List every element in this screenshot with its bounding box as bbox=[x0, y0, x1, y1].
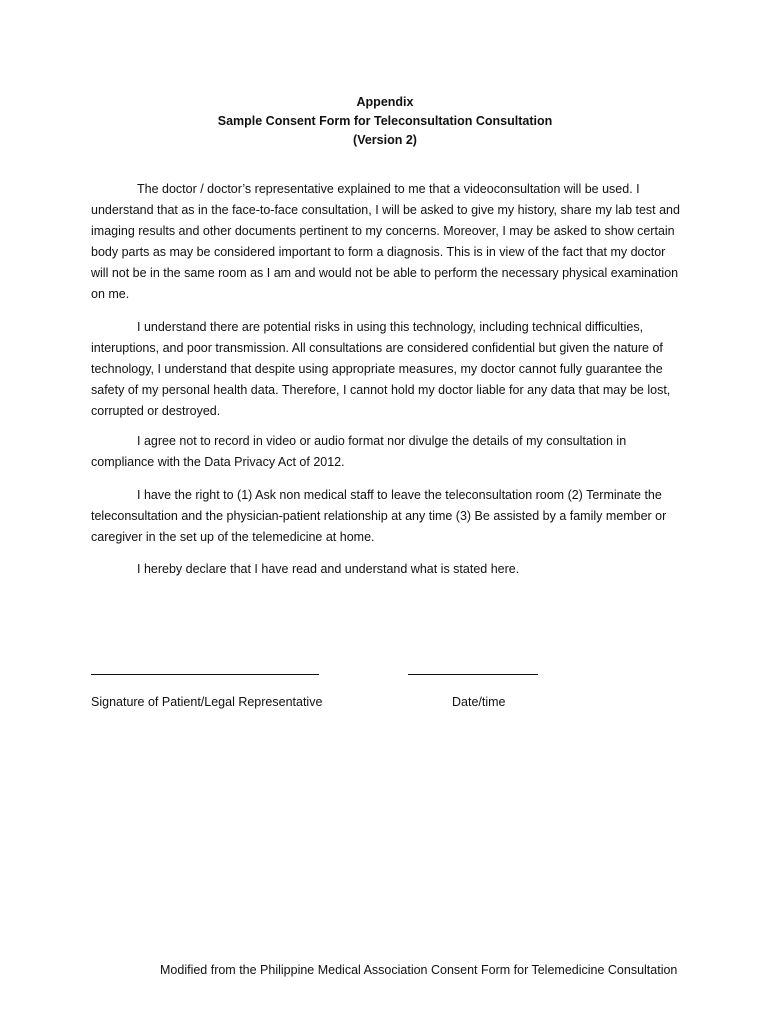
paragraph-text: I hereby declare that I have read and understand what is stated here. bbox=[137, 562, 520, 576]
paragraph-text: I understand there are potential risks in using this technology, including technical difficulties, interuptions, and poor transmission. All consultations are considered confidential but given the nature of technology, I understand that despite using appropriate measures, my doctor cannot fully guarantee the safety of my personal health data. Therefore, I cannot hold my doctor liable for any data that may be lost, corrupted or destroyed. bbox=[91, 320, 671, 418]
paragraph-declaration bbox=[91, 559, 683, 580]
paragraph-recording bbox=[91, 431, 683, 473]
footer-note: Modified from the Philippine Medical Association Consent Form for Telemedicine Consultation bbox=[160, 963, 678, 977]
paragraph-text: The doctor / doctor’s representative explained to me that a videoconsultation will be used. I understand that as in the face-to-face consultation, I will be asked to give my history, share my lab test and imaging results and other documents pertinent to my concerns. Moreover, I may be asked to show certain body parts as may be considered important to form a diagnosis. This is in view of the fact that my doctor will not be in the same room as I am and would not be able to perform the necessary physical examination on me. bbox=[91, 182, 680, 301]
signature-label: Signature of Patient/Legal Representative bbox=[91, 695, 323, 709]
paragraph-rights bbox=[91, 485, 683, 548]
paragraph-videoconsultation bbox=[91, 179, 683, 305]
signature-line bbox=[91, 674, 319, 675]
form-title: Sample Consent Form for Teleconsultation Consultation bbox=[217, 114, 553, 128]
date-line bbox=[408, 674, 538, 675]
appendix-heading: Appendix bbox=[356, 95, 414, 109]
paragraph-risks bbox=[91, 317, 683, 422]
paragraph-text: I agree not to record in video or audio format nor divulge the details of my consultation in compliance with the Data Privacy Act of 2012. bbox=[91, 434, 627, 469]
paragraph-text: I have the right to (1) Ask non medical staff to leave the teleconsultation room (2) Terminate the teleconsultation and the physician-patient relationship at any time (3) Be assisted by a family member or caregiver in the set up of the telemedicine at home. bbox=[91, 488, 667, 544]
form-version: (Version 2) bbox=[353, 133, 417, 147]
date-label: Date/time bbox=[452, 695, 506, 709]
